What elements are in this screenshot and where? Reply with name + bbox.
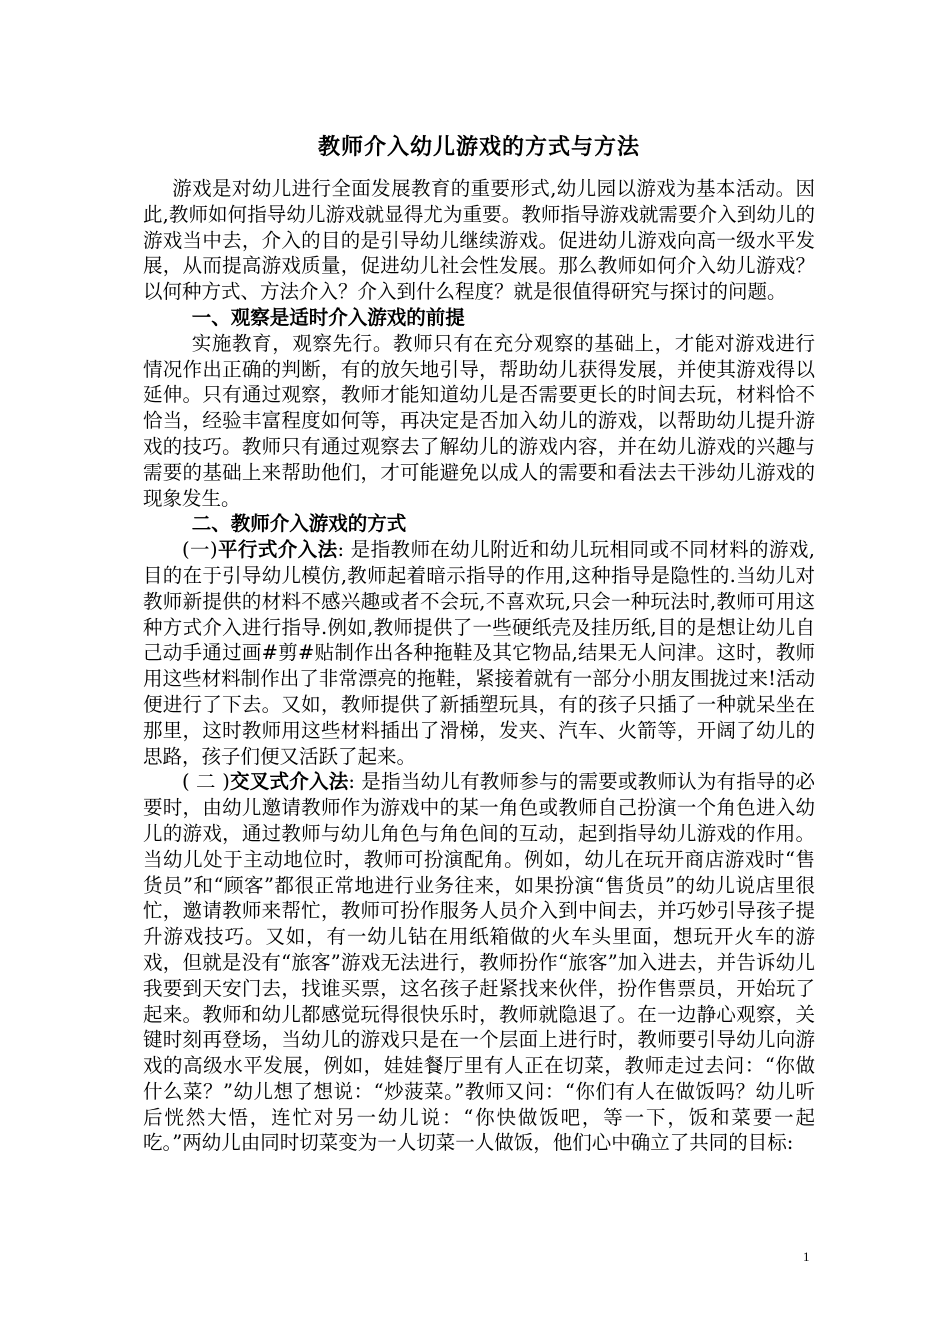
method-term: 交叉式介入法 bbox=[229, 770, 349, 794]
observation-paragraph: 实施教育，观察先行。教师只有在充分观察的基础上，才能对游戏进行情况作出正确的判断，有的放矢地引导，帮助幼儿获得发展，并使其游戏得以延伸。只有通过观察，教师才能知道幼儿是否需要更长的时间去玩，材料恰不恰当，经验丰富程度如何等，再决定是否加入幼儿的游戏，以帮助幼儿提升游戏的技巧。教师只有通过观察去了解幼儿的游戏内容，并在幼儿游戏的兴趣与需要的基础上来帮助他们，才可能避免以成人的需要和看法去干涉幼儿游戏的现象发生。 bbox=[143, 331, 815, 510]
method-number: ( 二 ) bbox=[182, 770, 230, 794]
document-title: 教师介入幼儿游戏的方式与方法 bbox=[317, 134, 640, 160]
section-heading-methods: 二、教师介入游戏的方式 bbox=[191, 512, 407, 536]
page-number: 1 bbox=[803, 1249, 810, 1264]
section-heading-observation: 一、观察是适时介入游戏的前提 bbox=[191, 305, 465, 329]
method-description: : 是指教师在幼儿附近和幼儿玩相同或不同材料的游戏,目的在于引导幼儿模仿,教师起着暗示指导的作用,这种指导是隐性的.当幼儿对教师新提供的材料不感兴趣或者不会玩,不喜欢玩,只会一种玩法时,教师可用这种方式介入进行指导.例如,教师提供了一些硬纸壳及挂历纸,目的是想让幼儿自己动手通过画#剪#贴制作出各种拖鞋及其它物品,结果无人问津。这时，教师用这些材料制作出了非常漂亮的拖鞋，紧接着就有一部分小朋友围拢过来!活动便进行了下去。又如，教师提供了新插塑玩具，有的孩子只插了一种就呆坐在那里，这时教师用这些材料插出了滑梯，发夹、汽车、火箭等，开阔了幼儿的思路，孩子们便又活跃了起来。 bbox=[143, 538, 816, 768]
document-page bbox=[143, 132, 815, 1156]
intro-paragraph: 游戏是对幼儿进行全面发展教育的重要形式,幼儿园以游戏为基本活动。因此,教师如何指导幼儿游戏就显得尤为重要。教师指导游戏就需要介入到幼儿的游戏当中去，介入的目的是引导幼儿继续游戏。促进幼儿游戏向高一级水平发展，从而提高游戏质量，促进幼儿社会性发展。那么教师如何介入幼儿游戏？以何种方式、方法介入？介入到什么程度？就是很值得研究与探讨的问题。 bbox=[143, 177, 815, 304]
cross-method-paragraph bbox=[143, 769, 815, 1156]
method-number: (一) bbox=[182, 538, 218, 562]
method-term: 平行式介入法 bbox=[217, 538, 338, 562]
method-description: : 是指当幼儿有教师参与的需要或教师认为有指导的必要时，由幼儿邀请教师作为游戏中的某一角色或教师自己扮演一个角色进入幼儿的游戏，通过教师与幼儿角色与角色间的互动，起到指导幼儿游戏的作用。当幼儿处于主动地位时，教师可扮演配角。例如，幼儿在玩开商店游戏时“售货员”和“顾客”都很正常地进行业务往来，如果扮演“售货员”的幼儿说店里很忙，邀请教师来帮忙，教师可扮作服务人员介入到中间去，并巧妙引导孩子提升游戏技巧。又如，有一幼儿钻在用纸箱做的火车头里面，想玩开火车的游戏，但就是没有“旅客”游戏无法进行，教师扮作“旅客”加入进去，并告诉幼儿我要到天安门去，找谁买票，这名孩子赶紧找来伙伴，扮作售票员，开始玩了起来。教师和幼儿都感觉玩得很快乐时，教师就隐退了。在一边静心观察，关键时刻再登场，当幼儿的游戏只是在一个层面上进行时，教师要引导幼儿向游戏的高级水平发展，例如，娃娃餐厅里有人正在切菜，教师走过去问：“你做什么菜？”幼儿想了想说：“炒菠菜。”教师又问：“你们有人在做饭吗？幼儿听后恍然大悟，连忙对另一幼儿说：“你快做饭吧，等一下，饭和菜要一起吃。”两幼儿由同时切菜变为一人切菜一人做饭，他们心中确立了共同的目标: bbox=[143, 770, 815, 1155]
parallel-method-paragraph bbox=[143, 537, 815, 769]
